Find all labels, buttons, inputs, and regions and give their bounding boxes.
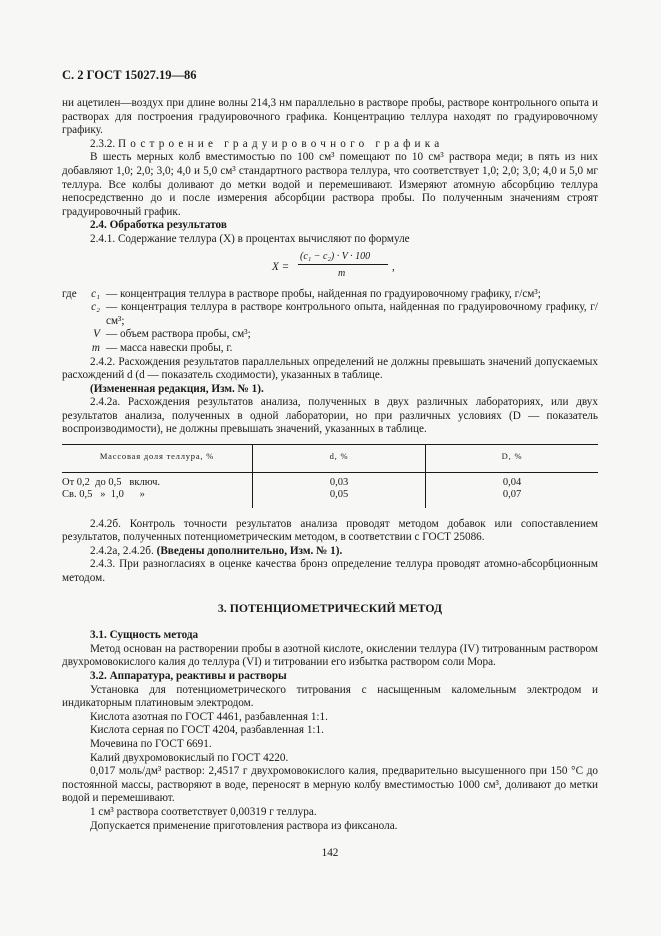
paragraph-3-2-sulfuric: Кислота серная по ГОСТ 4204, разбавленная 1:1. <box>90 724 324 737</box>
paragraph-3-2-equivalence: 1 см³ раствора соответствует 0,00319 г теллура. <box>90 805 317 818</box>
legend-symbol: c₂ <box>91 301 100 314</box>
legend-text: — концентрация теллура в растворе контрольного опыта, найденная по градуировочному графику, г/см³; <box>106 301 598 327</box>
formula-lhs: X = <box>272 260 290 273</box>
formula-tellurium <box>62 250 598 286</box>
running-header: С. 2 ГОСТ 15027.19—86 <box>62 68 197 82</box>
paragraph-2-4-2b: 2.4.2б. Контроль точности результатов анализа проводят методом добавок или сопоставлением результатов, полученных потенциометрическим методом, в соответствии с ГОСТ 25086. <box>62 517 598 544</box>
legend-row <box>62 328 598 342</box>
table-header-cell: Массовая доля теллура, % <box>62 445 253 473</box>
legend-prefix: где <box>62 287 77 300</box>
paragraph-3-2-fixanal: Допускается применение приготовления раствора из фиксанола. <box>90 819 398 832</box>
legend-row <box>62 301 598 328</box>
addition-text: (Введены дополнительно, Изм. № 1). <box>156 544 343 557</box>
paragraph-2-4-2: 2.4.2. Расхождения результатов параллельных определений не должны превышать значений допускаемых расхождений d (d — показатель сходимости), указанных в таблице. <box>62 355 598 382</box>
document-body <box>62 97 598 833</box>
legend-symbol: m <box>91 341 100 354</box>
legend-text: — концентрация теллура в растворе пробы, найденная по градуировочному графику, г/см³; <box>106 287 541 300</box>
paragraph-3-2-dichromate: Калий двухромовокислый по ГОСТ 4220. <box>90 751 289 764</box>
heading-2-4: 2.4. Обработка результатов <box>90 219 227 232</box>
formula-numerator: (c₁ − c₂) · V · 100 <box>300 250 371 262</box>
paragraph-3-2-nitric: Кислота азотная по ГОСТ 4461, разбавленная 1:1. <box>90 710 328 723</box>
paragraph-3-2-solution: 0,017 моль/дм³ раствор: 2,4517 г двухромовокислого калия, предварительно высушенного при 150 °С до постоянной массы, растворяют в воде, переносят в мерную колбу вместимостью 1000 см³, доливают до метки водой и перемешивают. <box>62 765 598 805</box>
revision-note: (Измененная редакция, Изм. № 1). <box>90 382 264 395</box>
subsection-2-3-2 <box>62 138 598 152</box>
paragraph-calibration: В шесть мерных колб вместимостью по 100 см³ помещают по 10 см³ раствора меди; в пять из них добавляют 1,0; 2,0; 3,0; 4,0 и 5,0 см³ стандартного раствора теллура, что соответствует 1,0; 2,0; 3,0; 4,0 и 5,0 мг теллура. Все колбы доливают до метки водой и перемешивают. Измеряют атомную абсорбцию теллура непосредственно до и после измерения абсорбции раствора пробы. По полученным значениям строят градуировочный график. <box>62 151 598 218</box>
fraction-bar <box>298 264 388 265</box>
section-3-title: 3. ПОТЕНЦИОМЕТРИЧЕСКИЙ МЕТОД <box>217 600 443 615</box>
paragraph-2-4-3: 2.4.3. При разногласиях в оценке качества бронз определение теллура проводят атомно-абсорбционным методом. <box>62 558 598 585</box>
table-cell: 0,04 <box>502 476 522 488</box>
heading-3-2: 3.2. Аппаратура, реактивы и растворы <box>90 670 287 682</box>
table-cell: От 0,2 до 0,5 включ. <box>62 472 253 489</box>
table-header-cell: D, % <box>426 445 599 473</box>
variable-legend <box>62 288 598 356</box>
subsection-title: Построение градуировочного графика <box>117 137 444 150</box>
addition-ref: 2.4.2а, 2.4.2б. <box>90 544 154 557</box>
legend-text: — объем раствора пробы, см³; <box>106 328 251 341</box>
table-header-cell: d, % <box>253 445 426 473</box>
paragraph-3-2-urea: Мочевина по ГОСТ 6691. <box>90 737 212 750</box>
heading-3-1: 3.1. Сущность метода <box>90 629 199 642</box>
table-header-row <box>62 445 598 473</box>
paragraph-2-4-1: 2.4.1. Содержание теллура (X) в процентах вычисляют по формуле <box>90 232 410 245</box>
addition-note <box>62 545 598 559</box>
subsection-number: 2.3.2. <box>90 137 116 150</box>
formula-denominator: m <box>338 267 346 279</box>
legend-symbol: c₁ <box>91 287 100 300</box>
table-cell: Св. 0,5 » 1,0 » <box>62 489 253 508</box>
paragraph-2-4-2a: 2.4.2а. Расхождения результатов анализа, полученных в двух различных лабораториях, или двух результатов анализа, полученных в одной лаборатории, но при различных условиях (D — показатель воспроизводимости), не должны превышать значений, указанных в таблице. <box>62 396 598 436</box>
table-cell: 0,07 <box>502 489 522 501</box>
legend-row <box>62 342 598 356</box>
tolerance-table <box>62 444 598 508</box>
table-cell: 0,03 <box>253 472 426 489</box>
legend-text: — масса навески пробы, г. <box>106 341 233 354</box>
paragraph-3-1: Метод основан на растворении пробы в азотной кислоте, окислении теллура (IV) титрованным раствором двухромовокислого калия до теллура (VI) и титровании его избытка раствором соли Мора. <box>62 642 598 669</box>
formula-tail: , <box>392 260 395 273</box>
paragraph-intro: ни ацетилен—воздух при длине волны 214,3 нм параллельно в растворе пробы, растворе контрольного опыта и растворах для построения градуировочного графика. Концентрацию теллура находят по градуировочному графику. <box>62 97 598 137</box>
paragraph-3-2-apparatus: Установка для потенциометрического титрования с насыщенным каломельным электродом и индикаторным платиновым электродом. <box>62 683 598 710</box>
table-row <box>62 472 598 489</box>
page-number: 142 <box>321 847 339 859</box>
table-cell: 0,05 <box>253 489 426 508</box>
legend-symbol: V <box>93 328 100 341</box>
legend-row <box>62 288 598 302</box>
table-row <box>62 489 598 508</box>
